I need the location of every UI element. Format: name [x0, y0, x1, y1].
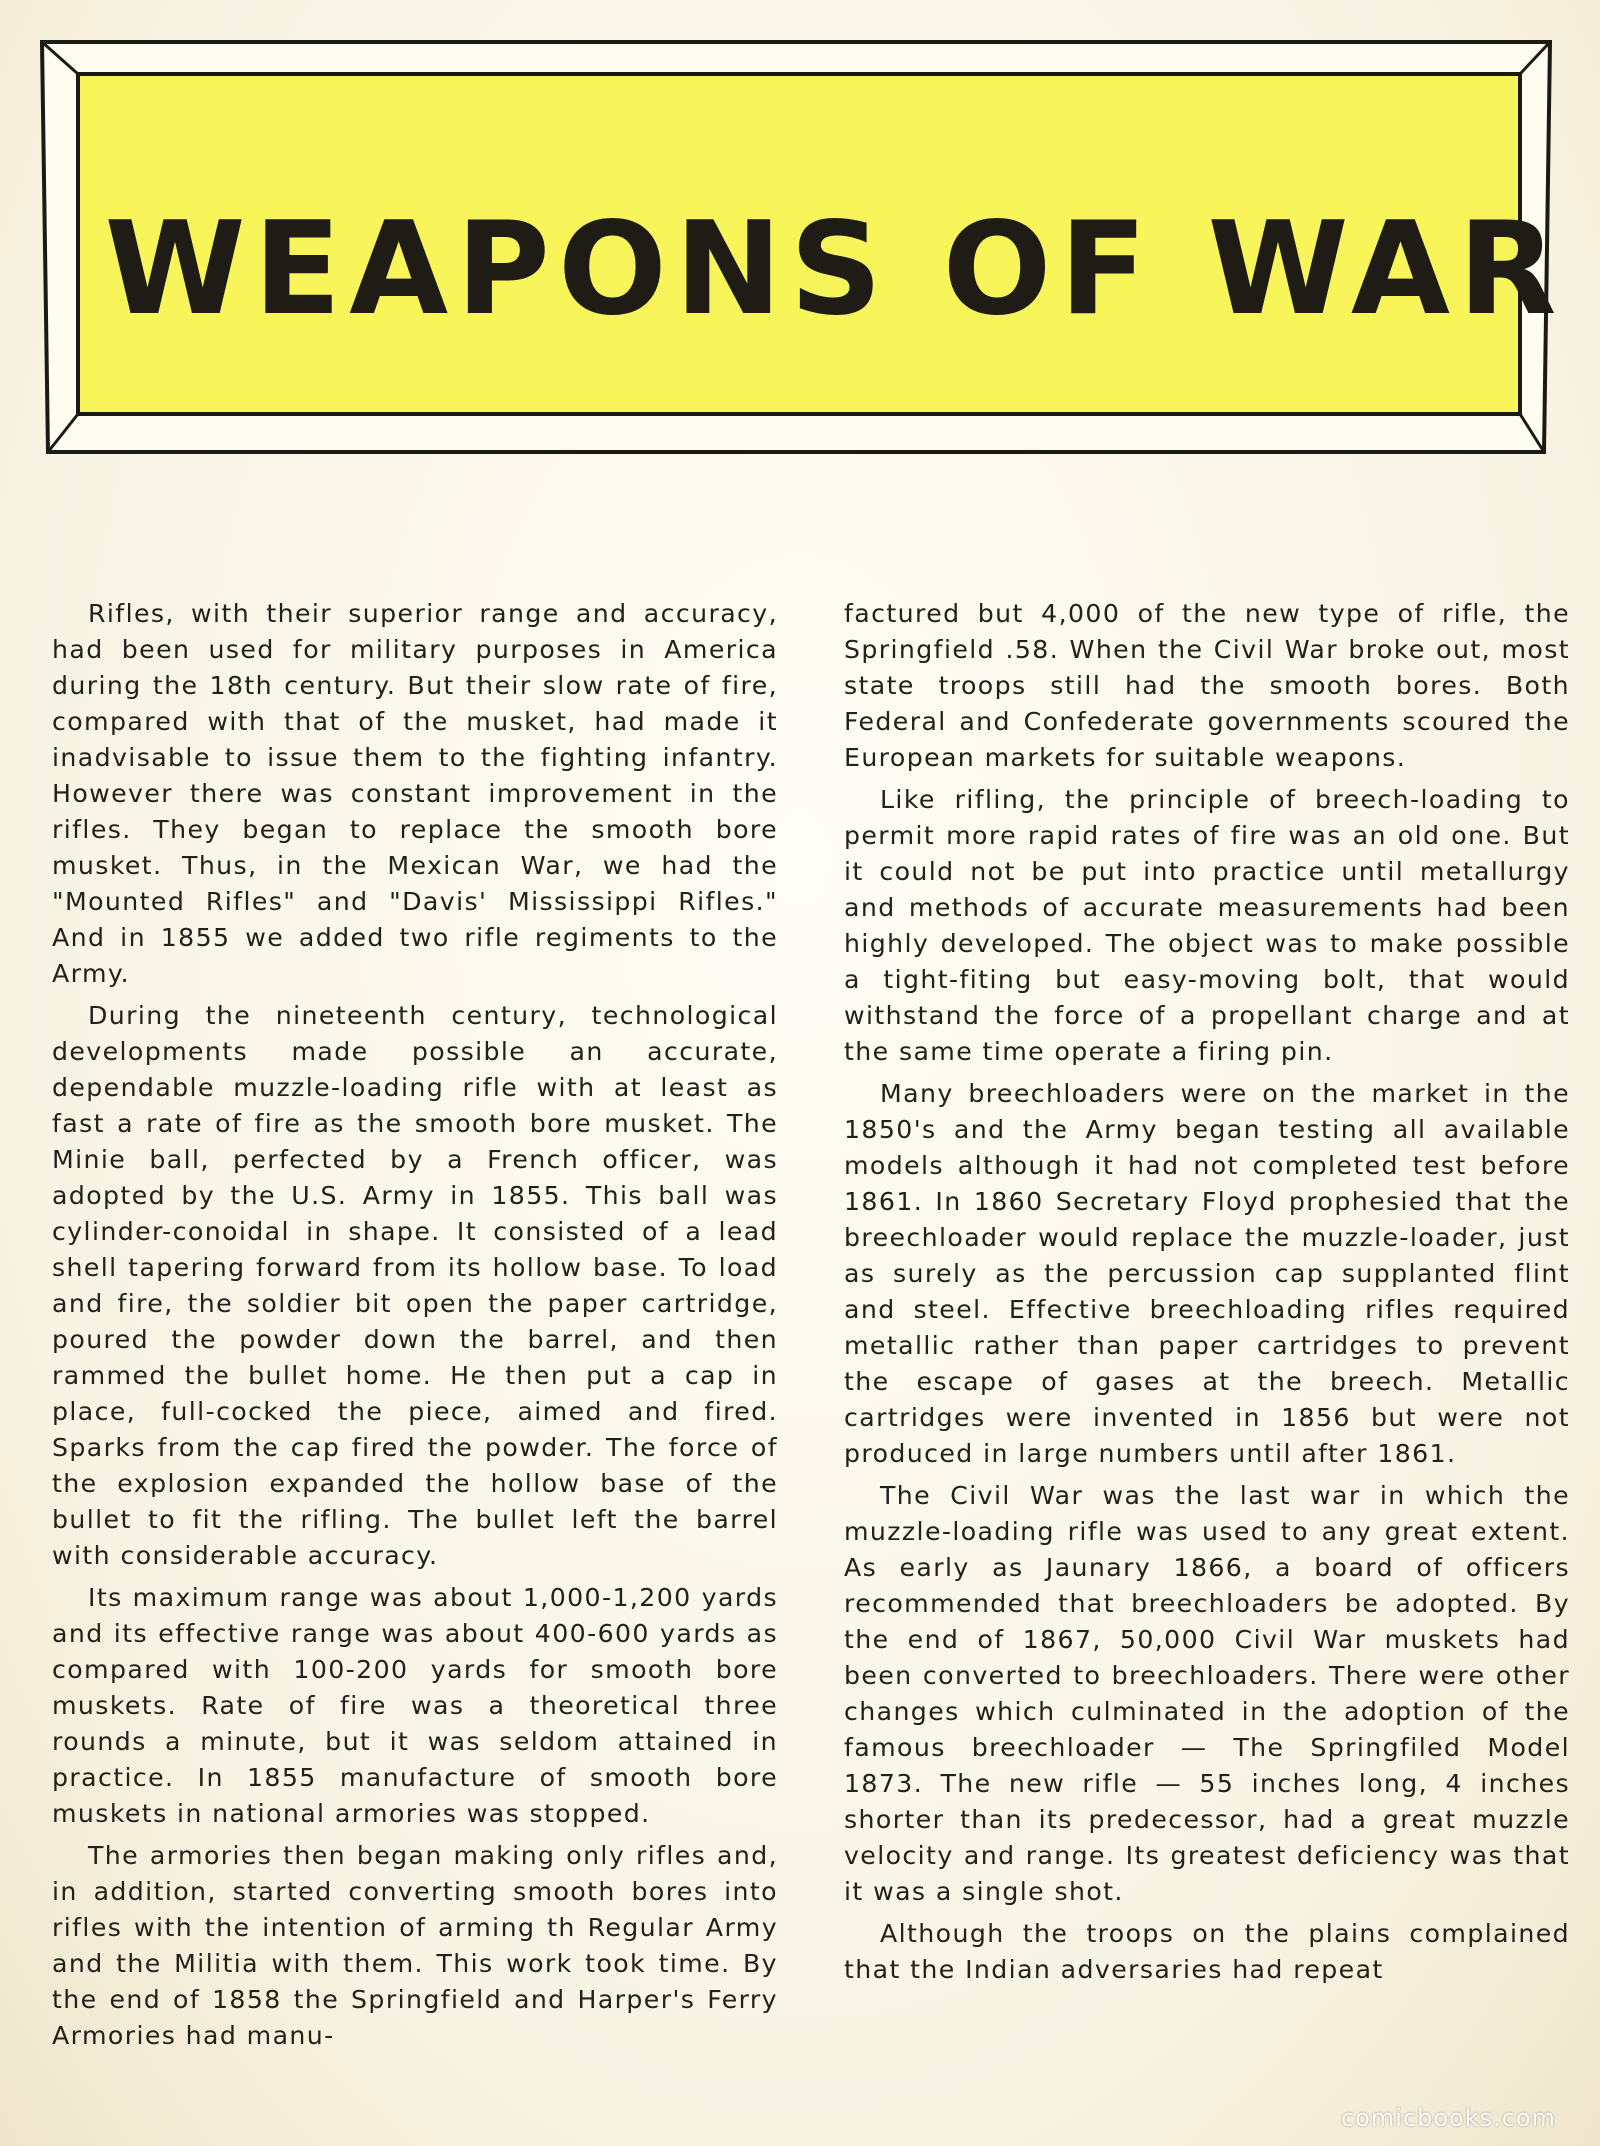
- paragraph: Rifles, with their superior range and accuracy, had been used for military purposes in America during the 18th century. But their slow rate of fire, compared with that of the musket, had made it inadvisable to issue them to the fighting infantry. However there was constant improvement in the rifles. They began to replace the smooth bore musket. Thus, in the Mexican War, we had the "Mounted Rifles" and "Davis' Mississippi Rifles." And in 1855 we added two rifle regiments to the Army.: [52, 599, 778, 988]
- title-plaque: [34, 34, 1565, 464]
- paragraph: Its maximum range was about 1,000-1,200 yards and its effective range was about 400-600 yards as compared with 100-200 yards for smooth bore muskets. Rate of fire was a theoretical three rounds a minute, but it was seldom attained in practice. In 1855 manufacture of smooth bore muskets in national armories was stopped.: [52, 1583, 778, 1828]
- paragraph: Like rifling, the principle of breech-loading to permit more rapid rates of fire was an old one. But it could not be put into practice until metallurgy and methods of accurate measurements had been highly developed. The object was to make possible a tight-fiting but easy-moving bolt, that would withstand the force of a propellant charge and at the same time operate a firing pin.: [844, 785, 1570, 1066]
- paragraph: The Civil War was the last war in which the muzzle-loading rifle was used to any great extent. As early as Jaunary 1866, a board of officers recommended that breechloaders be adopted. By the end of 1867, 50,000 Civil War muskets had been converted to breechloaders. There were other changes which culminated in the adoption of the famous breechloader — The Springfiled Model 1873. The new rifle — 55 inches long, 4 inches shorter than its predecessor, had a great muzzle velocity and range. Its greatest deficiency was that it was a single shot.: [844, 1481, 1570, 1906]
- paragraph: During the nineteenth century, technological developments made possible an accurate, dependable muzzle-loading rifle with at least as fast a rate of fire as the smooth bore musket. The Minie ball, perfected by a French officer, was adopted by the U.S. Army in 1855. This ball was cylinder-conoidal in shape. It consisted of a lead shell tapering forward from its hollow base. To load and fire, the soldier bit open the paper cartridge, poured the powder down the barrel, and then rammed the bullet home. He then put a cap in place, full-cocked the piece, aimed and fired. Sparks from the cap fired the powder. The force of the explosion expanded the hollow base of the bullet to fit the rifling. The bullet left the barrel with considerable accuracy.: [52, 1001, 778, 1570]
- paragraph: factured but 4,000 of the new type of rifle, the Springfield .58. When the Civil War broke out, most state troops still had the smooth bores. Both Federal and Confederate governments scoured the European markets for suitable weapons.: [844, 599, 1570, 772]
- left-column: [52, 596, 778, 2060]
- watermark: comicbooks.com: [1340, 2104, 1556, 2132]
- paragraph: The armories then began making only rifles and, in addition, started converting smooth bores into rifles with the intention of arming th Regular Army and the Militia with them. This work took time. By the end of 1858 the Springfield and Harper's Ferry Armories had manu-: [52, 1841, 778, 2050]
- paragraph: Many breechloaders were on the market in the 1850's and the Army began testing all available models although it had not completed test before 1861. In 1860 Secretary Floyd prophesied that the breechloader would replace the muzzle-loader, just as surely as the percussion cap supplanted flint and steel. Effective breechloading rifles required metallic rather than paper cartridges to prevent the escape of gases at the breech. Metallic cartridges were invented in 1856 but were not produced in large numbers until after 1861.: [844, 1079, 1570, 1468]
- page-title: WEAPONS OF WAR: [104, 194, 1565, 344]
- right-column: [844, 596, 1570, 1994]
- paragraph: Although the troops on the plains complained that the Indian adversaries had repeat: [844, 1919, 1570, 1984]
